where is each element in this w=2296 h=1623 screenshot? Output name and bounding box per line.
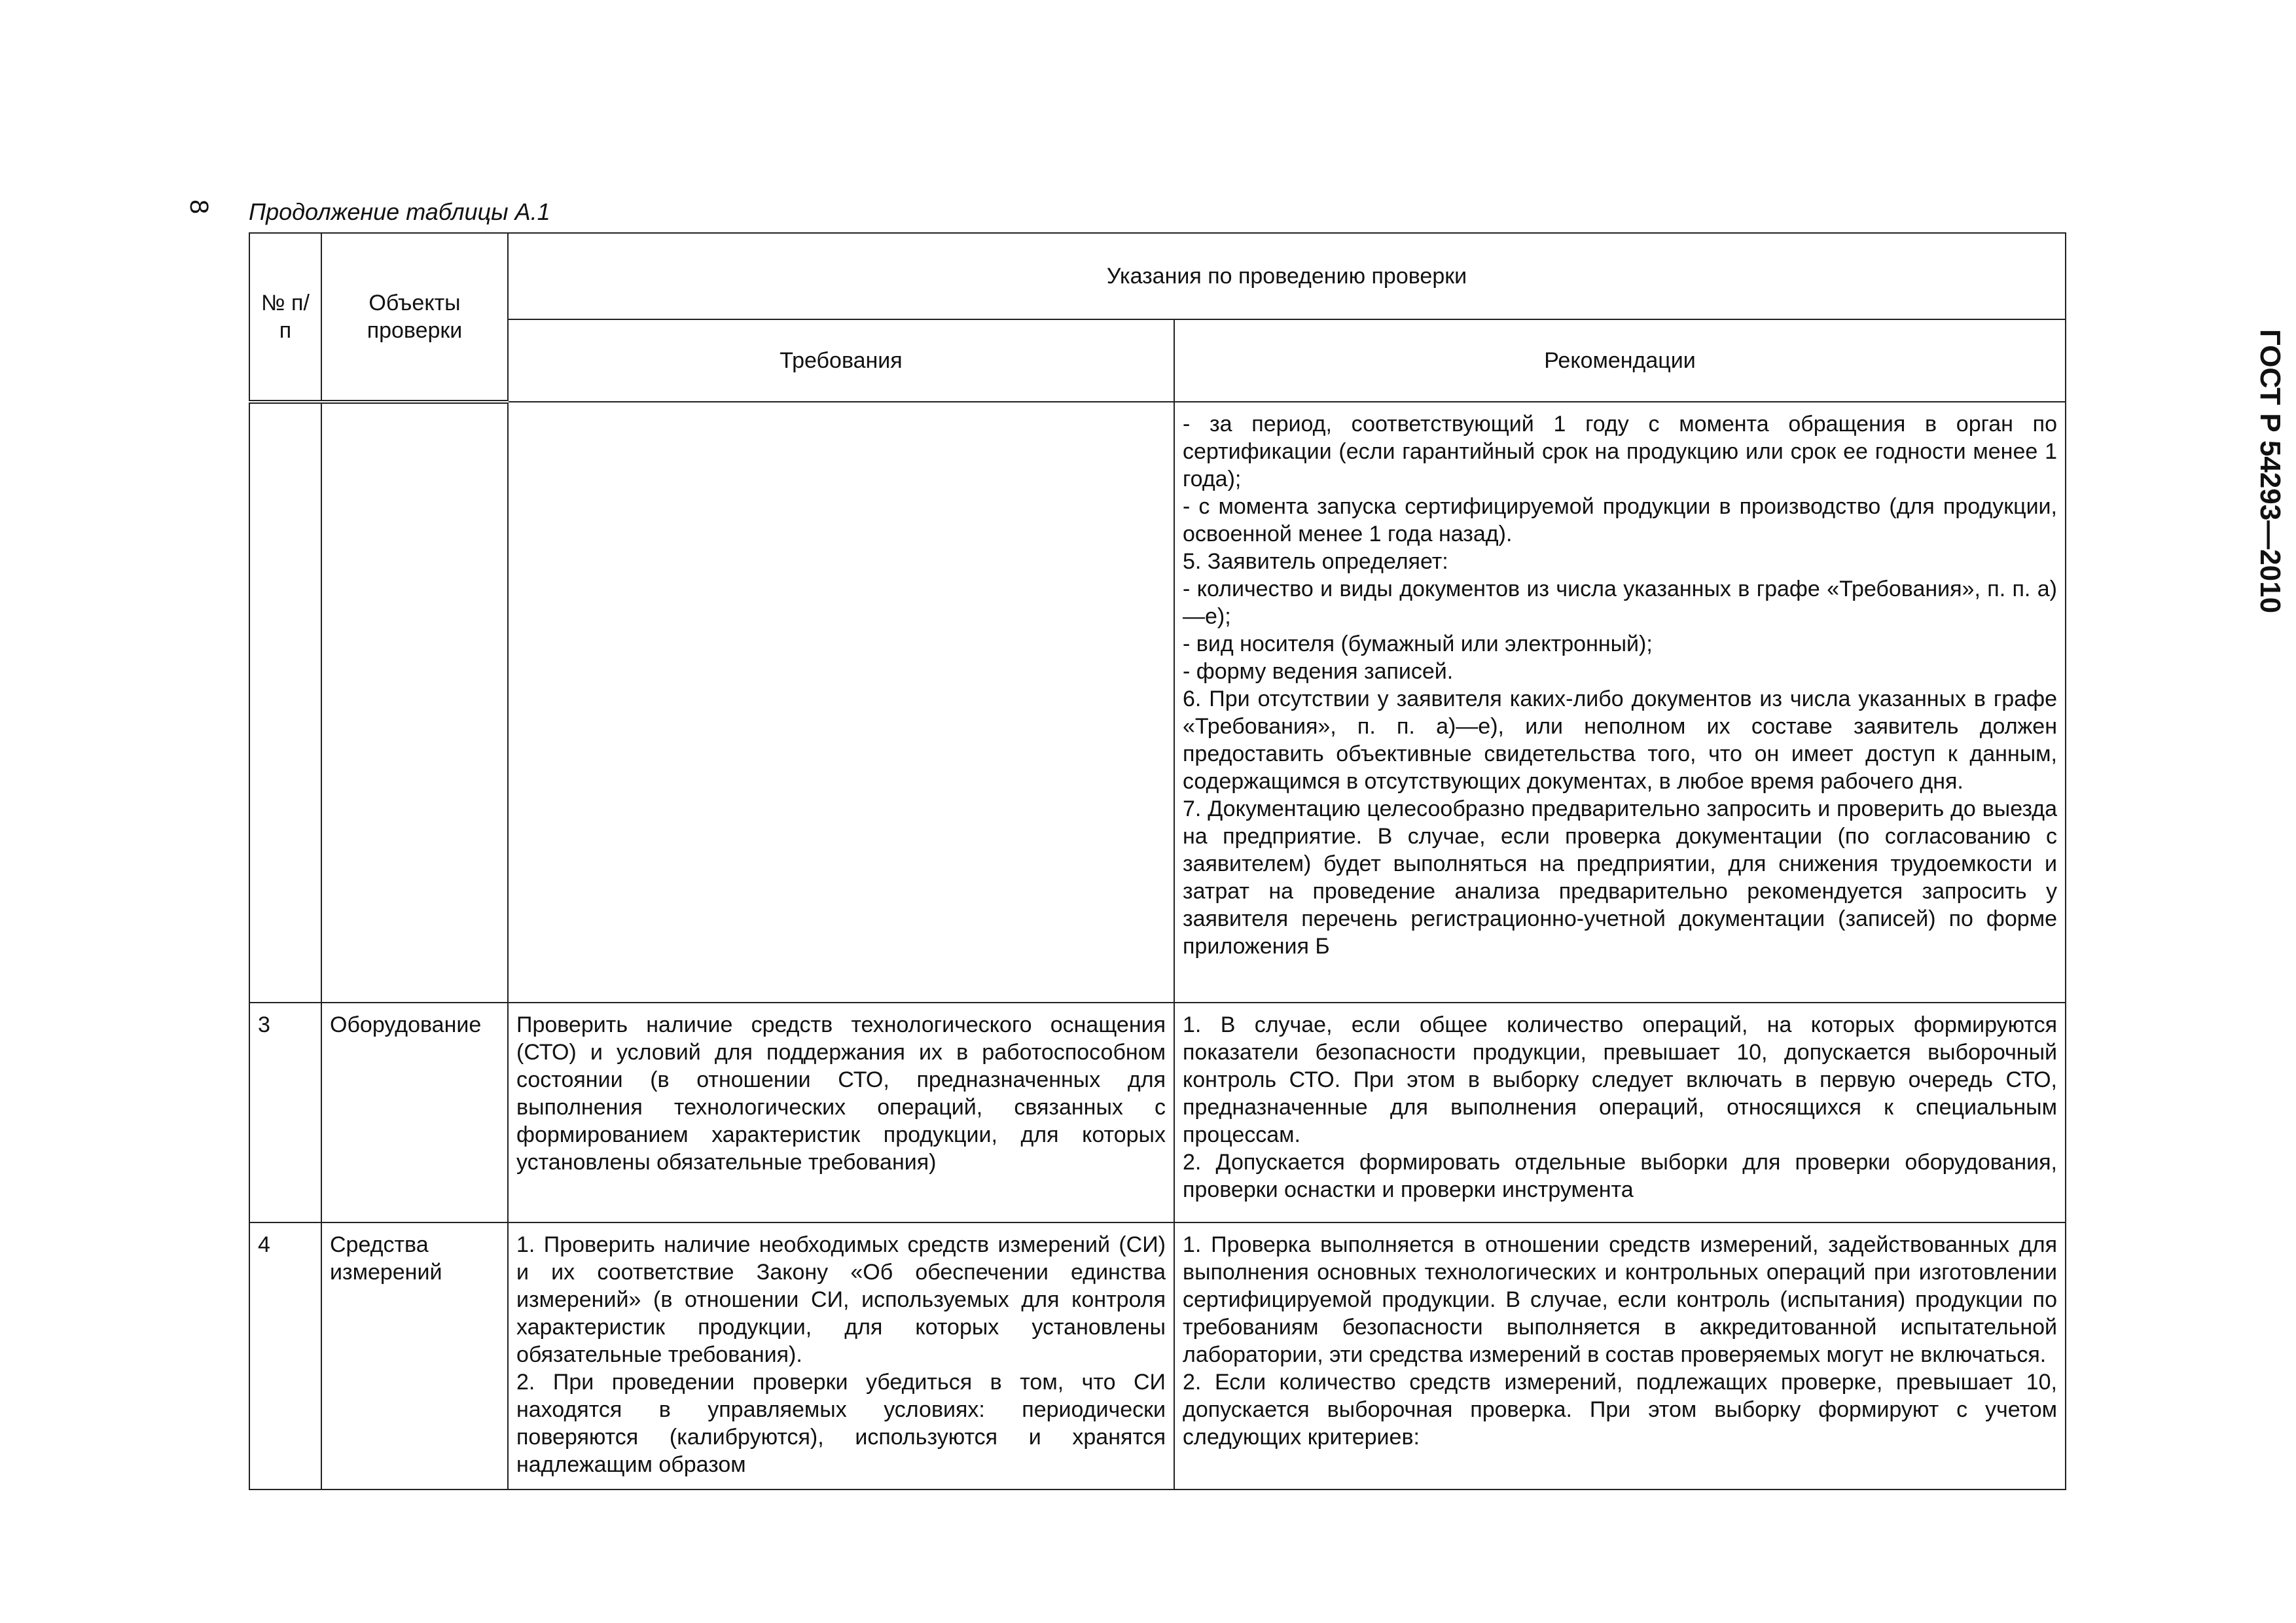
table-row <box>249 402 2066 1003</box>
header-instructions <box>508 233 2066 319</box>
table-row <box>249 1003 2066 1222</box>
cell-paragraph: - за период, соответствующий 1 году с момента обращения в орган по сертификации (если гарантийный срок на продукцию или срок ее годности менее 1 года); <box>1183 412 2057 491</box>
row-num: 4 <box>249 1222 321 1489</box>
row-recommendations <box>1174 1222 2066 1489</box>
table-caption: Продолжение таблицы А.1 <box>249 198 550 225</box>
header-requirements <box>508 319 1174 402</box>
header-recommendations-label: Рекомендации <box>1544 348 1696 373</box>
row-requirements <box>508 1222 1174 1489</box>
cell-paragraph: 5. Заявитель определяет: <box>1183 549 1448 574</box>
cell-paragraph: - с момента запуска сертифицируемой продукции в производство (для продукции, освоенной менее 1 года назад). <box>1183 494 2057 546</box>
inspection-table <box>249 232 2066 1490</box>
row-num <box>249 402 321 1003</box>
cell-paragraph: 1. Проверить наличие необходимых средств измерений (СИ) и их соответствие Закону «Об обеспечении единства измерений» (в отношении СИ, используемых для контроля характеристик продукции, для которых установлены обязательные требования). <box>516 1232 1166 1367</box>
header-requirements-label: Требования <box>780 348 903 373</box>
cell-paragraph: 2. При проведении проверки убедиться в том, что СИ находятся в управляемых условиях: периодически поверяются (калибруются), используются и хранятся надлежащим образом <box>516 1370 1166 1477</box>
cell-paragraph: 1. Проверка выполняется в отношении средств измерений, задействованных для выполнения основных технологических и контрольных операций при изготовлении сертифицируемой продукции. В случае, если контроль (испытания) продукции по требованиям безопасности выполняется в аккредитованной испытательной лаборатории, эти средства измерений в состав проверяемых могут не включаться. <box>1183 1232 2057 1367</box>
cell-paragraph: - форму ведения записей. <box>1183 659 1454 684</box>
page-number: 8 <box>185 199 213 215</box>
header-num <box>249 233 321 402</box>
header-objects-label: Объекты проверки <box>367 291 463 343</box>
cell-paragraph: 2. Допускается формировать отдельные выборки для проверки оборудования, проверки оснастки и проверки инструмента <box>1183 1150 2057 1202</box>
header-instructions-label: Указания по проведению проверки <box>1106 264 1467 289</box>
row-requirements <box>508 402 1174 1003</box>
cell-paragraph: 6. При отсутствии у заявителя каких-либо документов из числа указанных в графе «Требования», п. п. а)—е), или неполном их составе заявитель должен предоставить объективные свидетельства того, что он имеет доступ к данным, содержащимся в отсутствующих документах, в любое время рабочего дня. <box>1183 687 2057 794</box>
cell-paragraph: - вид носителя (бумажный или электронный); <box>1183 632 1653 656</box>
table-row <box>249 1222 2066 1489</box>
row-num: 3 <box>249 1003 321 1222</box>
row-object <box>321 402 508 1003</box>
row-object: Средства измерений <box>321 1222 508 1489</box>
row-recommendations <box>1174 1003 2066 1222</box>
cell-paragraph: 7. Документацию целесообразно предварительно запросить и проверить до выезда на предприятие. В случае, если проверка документации (по согласованию с заявителем) будет выполняться на предприятии, для снижения трудоемкости и затрат на проведение анализа предварительно рекомендуется запросить у заявителя перечень регистрационно-учетной документации (записей) по форме приложения Б <box>1183 796 2057 959</box>
cell-paragraph: 2. Если количество средств измерений, подлежащих проверке, превышает 10, допускается выборочная проверка. При этом выборку формируют с учетом следующих критериев: <box>1183 1370 2057 1450</box>
row-object: Оборудование <box>321 1003 508 1222</box>
row-recommendations <box>1174 402 2066 1003</box>
header-recommendations <box>1174 319 2066 402</box>
cell-paragraph: 1. В случае, если общее количество операций, на которых формируются показатели безопасности продукции, превышает 10, допускается выборочный контроль СТО. При этом в выборку следует включать в первую очередь СТО, предназначенные для выполнения операций, относящихся к специальным процессам. <box>1183 1012 2057 1147</box>
header-objects <box>321 233 508 402</box>
header-num-label: № п/п <box>261 291 310 343</box>
cell-paragraph: Проверить наличие средств технологического оснащения (СТО) и условий для поддержания их в работоспособном состоянии (в отношении СТО, предназначенных для выполнения технологических операций, связанных с формированием характеристик продукции, для которых установлены обязательные требования) <box>516 1012 1166 1175</box>
row-requirements <box>508 1003 1174 1222</box>
cell-paragraph: - количество и виды документов из числа указанных в графе «Требования», п. п. а)—е); <box>1183 577 2057 629</box>
document-code: ГОСТ Р 54293—2010 <box>2254 329 2286 614</box>
